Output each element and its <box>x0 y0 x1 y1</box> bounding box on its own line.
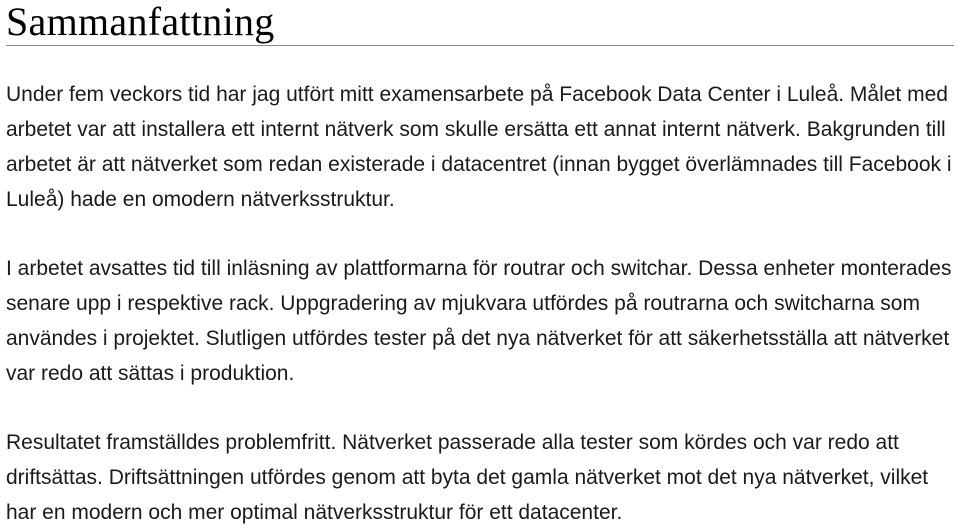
heading-divider <box>6 45 954 46</box>
paragraph-3: Resultatet framställdes problemfritt. Nätverket passerade alla tester som kördes och var redo att driftsättas. Driftsättningen utfördes genom att byta det gamla nätverket mot det nya nätverket, vilket har en modern och mer optimal nätverksstruktur för ett datacenter. <box>6 431 929 524</box>
page-title: Sammanfattning <box>6 0 275 44</box>
paragraph-2: I arbetet avsattes tid till inläsning av plattformarna för routrar och switchar. Dessa enheter monterades senare upp i respektive rack. Uppgradering av mjukvara utfördes på routrarna och switcharna som användes i projektet. Slutligen utfördes tester på det nya nätverket för att säkerhetsställa att nätverket var redo att sättas i produktion. <box>6 257 952 385</box>
paragraph-1: Under fem veckors tid har jag utfört mitt examensarbete på Facebook Data Center i Luleå. Målet med arbetet var att installera ett internt nätverk som skulle ersätta ett annat internt nätverk. Bakgrunden till arbetet är att nätverket som redan existerade i datacentret (innan bygget överlämnades till Facebook i Luleå) hade en omodern nätverksstruktur. <box>6 83 952 211</box>
